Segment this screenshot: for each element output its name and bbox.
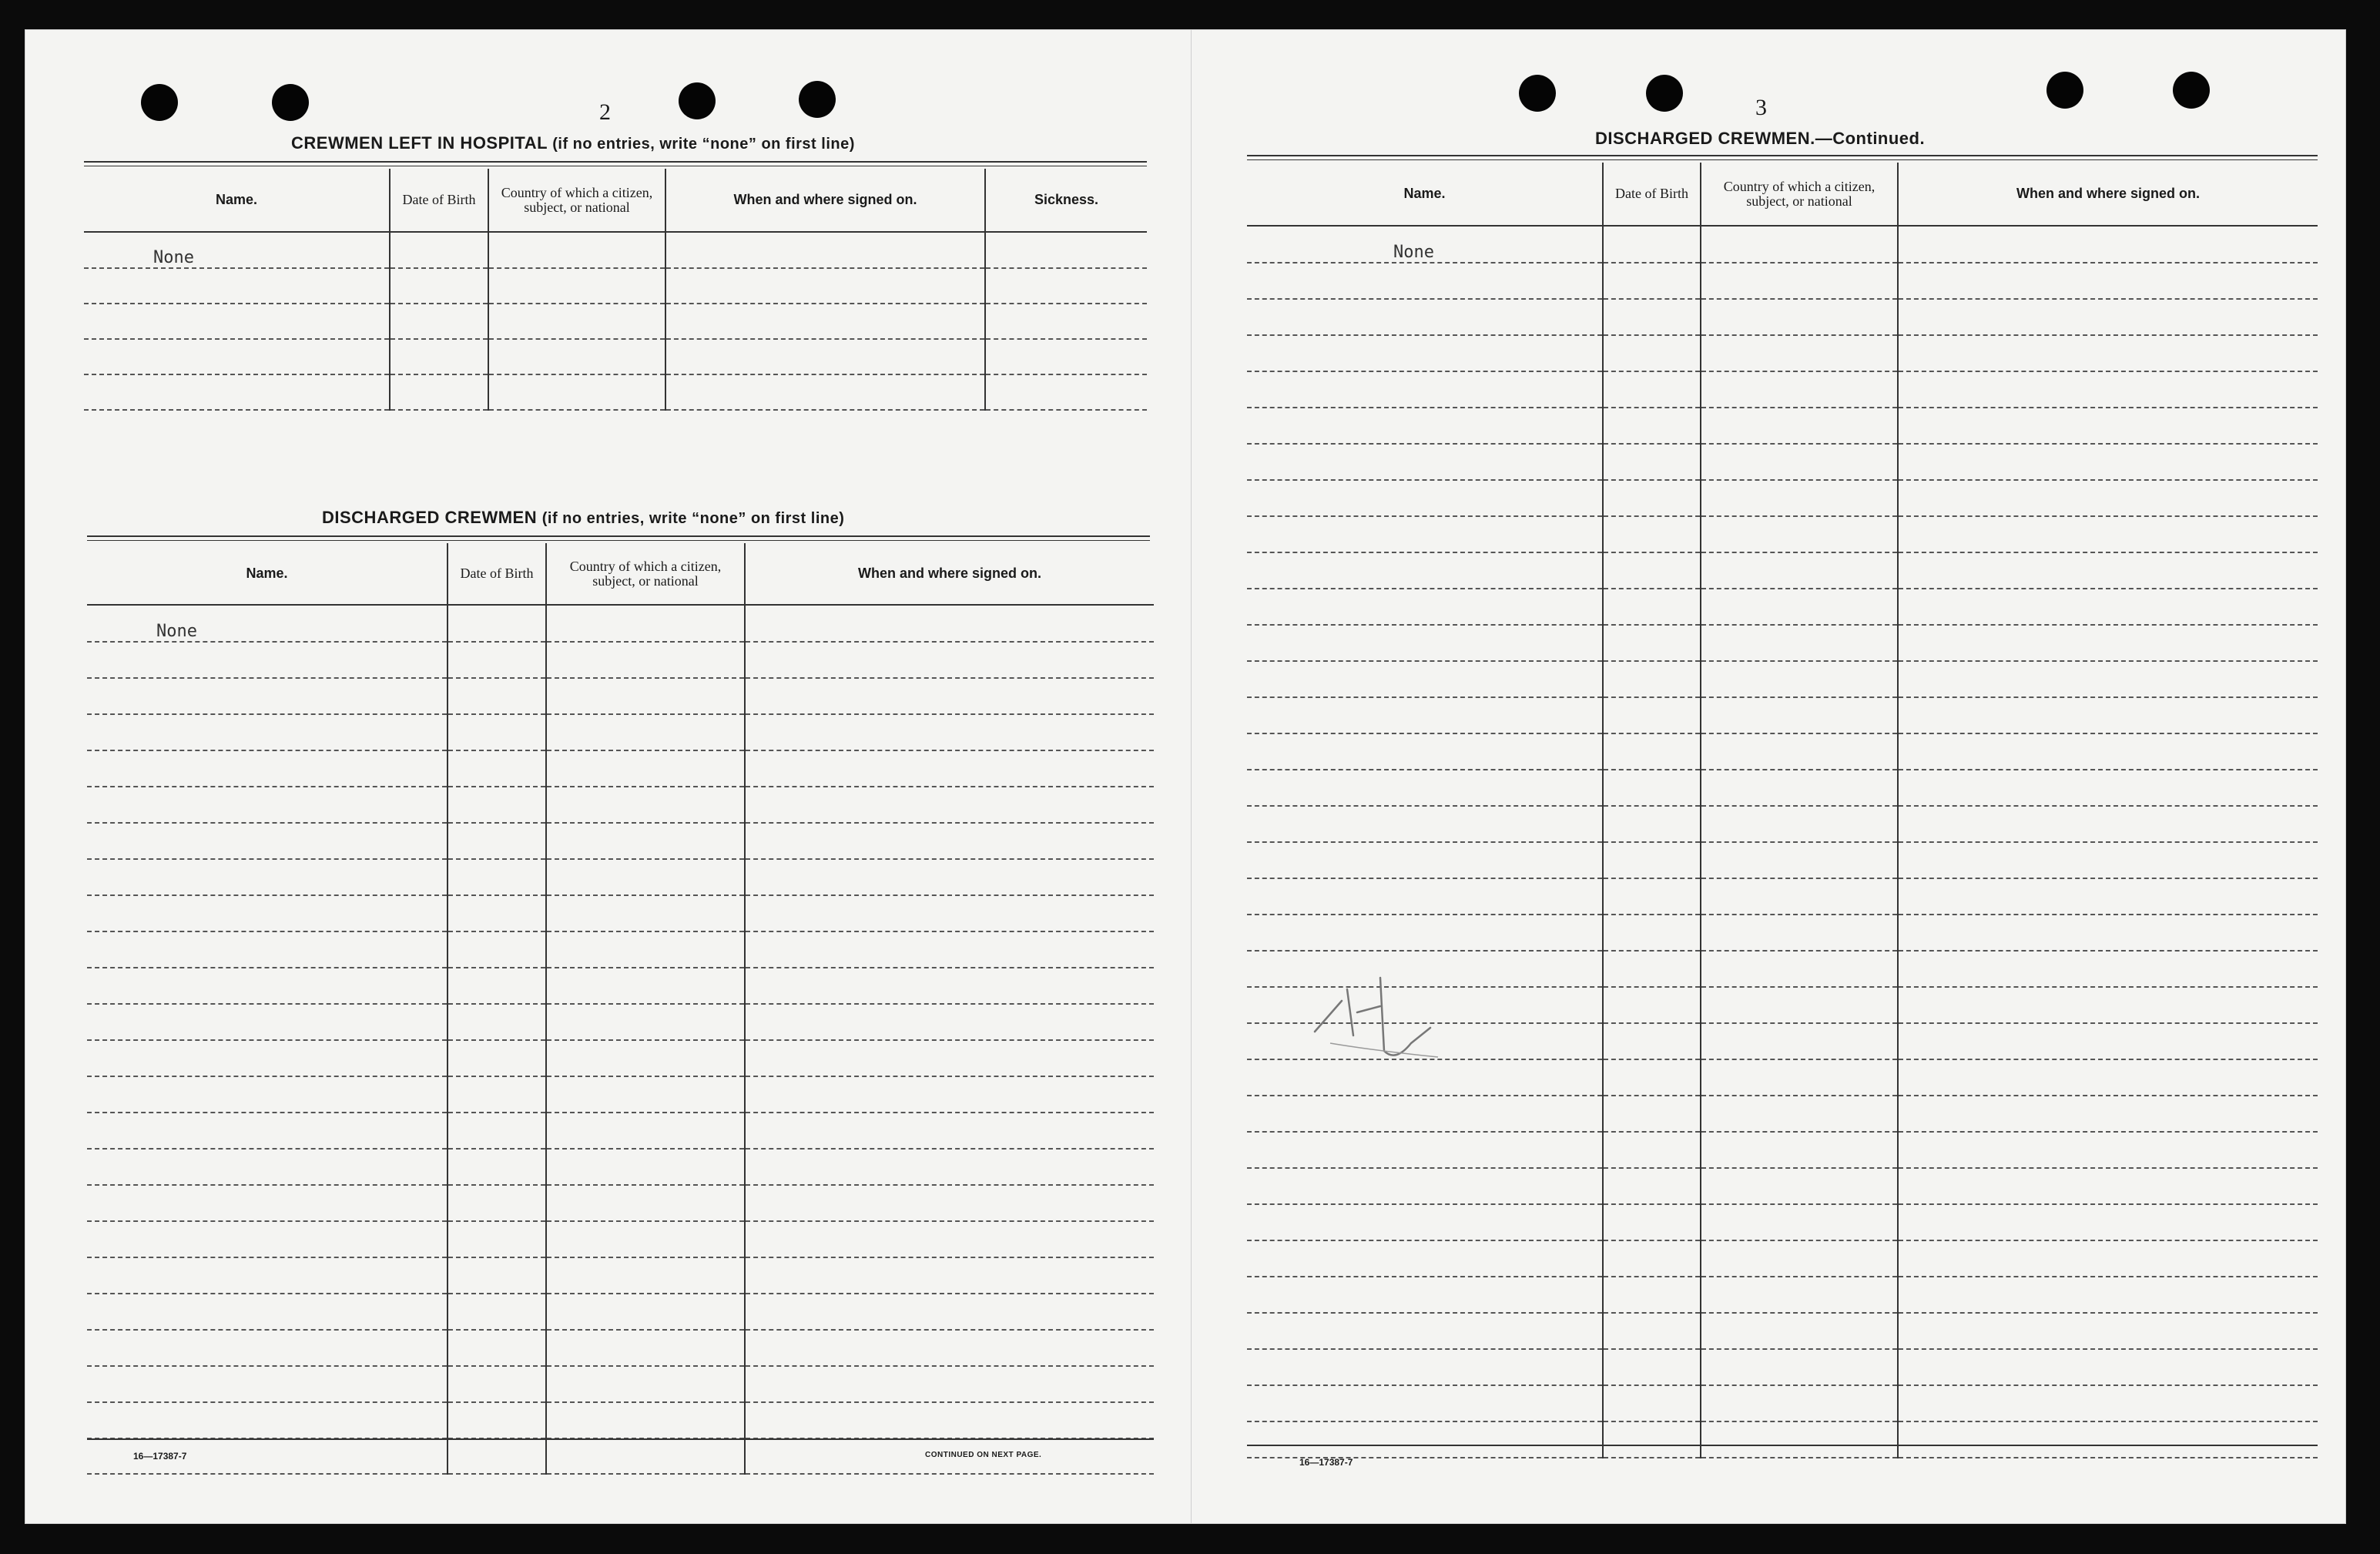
table-row (87, 1294, 1154, 1330)
table-row (87, 895, 1154, 931)
hospital-table (84, 169, 1147, 411)
table-row (1247, 1240, 2318, 1277)
table-row (1247, 552, 2318, 589)
table-row (1247, 263, 2318, 299)
left-page (25, 29, 1211, 1524)
table-row (1247, 1168, 2318, 1204)
table-row (87, 1185, 1154, 1221)
table-row (1247, 1349, 2318, 1385)
form-code: 16—17387-7 (1299, 1457, 1353, 1468)
table-row (87, 1221, 1154, 1257)
table-row (1247, 1421, 2318, 1458)
table-row (1247, 697, 2318, 733)
table-row (1247, 1313, 2318, 1349)
table-row (1247, 1096, 2318, 1132)
table-row (1247, 806, 2318, 842)
continued-note: CONTINUED ON NEXT PAGE. (925, 1451, 1042, 1459)
col-header-signed-on: When and where signed on. (745, 543, 1154, 605)
table-row (84, 304, 1147, 339)
col-header-date-of-birth: Date of Birth (390, 169, 488, 232)
table-row (84, 232, 1147, 268)
bottom-rule (1247, 1445, 2318, 1446)
table-row (84, 339, 1147, 374)
discharged-title-text: DISCHARGED CREWMEN (322, 508, 538, 527)
entry-name: None (84, 232, 390, 268)
binder-hole (799, 81, 836, 118)
discharged-top-rule (87, 535, 1150, 537)
col-header-country: Country of which a citizen, subject, or national (488, 169, 665, 232)
binder-hole (679, 82, 716, 119)
col-header-date-of-birth: Date of Birth (1603, 163, 1701, 226)
binder-hole (141, 84, 178, 121)
table-row (87, 714, 1154, 750)
discharged-bottom-rule (87, 1438, 1154, 1440)
binder-hole (272, 84, 309, 121)
table-row (87, 859, 1154, 895)
table-row (87, 1257, 1154, 1294)
right-page (1191, 29, 2346, 1524)
table-row (1247, 733, 2318, 770)
table-row (87, 1402, 1154, 1438)
hospital-title-note: (if no entries, write “none” on first line) (552, 136, 855, 153)
discharged-table (87, 543, 1154, 1475)
table-row (1247, 915, 2318, 951)
hospital-title-text: CREWMEN LEFT IN HOSPITAL (291, 133, 548, 153)
binder-hole (2173, 72, 2210, 109)
table-row (1247, 878, 2318, 915)
table-row (87, 968, 1154, 1004)
table-row (1247, 1204, 2318, 1240)
col-header-country: Country of which a citizen, subject, or national (1701, 163, 1898, 226)
table-row (84, 374, 1147, 410)
table-row (87, 931, 1154, 968)
table-row (1247, 1385, 2318, 1421)
table-row (1247, 625, 2318, 661)
entry-name: None (1247, 226, 1603, 263)
col-header-name: Name. (1247, 163, 1603, 226)
table-row (87, 605, 1154, 642)
discharged-title-note: (if no entries, write “none” on first line) (541, 510, 845, 527)
table-row (87, 787, 1154, 823)
col-header-country: Country of which a citizen, subject, or national (546, 543, 745, 605)
table-row (1247, 842, 2318, 878)
table-row (1247, 516, 2318, 552)
table-row (1247, 299, 2318, 335)
table-row (87, 1330, 1154, 1366)
table-row (87, 1076, 1154, 1113)
handwritten-initials (1299, 958, 1453, 1074)
page-number: 2 (599, 99, 611, 125)
table-row (1247, 444, 2318, 480)
col-header-name: Name. (87, 543, 448, 605)
discharged-section-title (322, 508, 844, 528)
form-code: 16—17387-7 (133, 1451, 187, 1462)
col-header-date-of-birth: Date of Birth (448, 543, 546, 605)
discharged-continued-table (1247, 163, 2318, 1458)
table-row (84, 268, 1147, 304)
col-header-signed-on: When and where signed on. (665, 169, 985, 232)
binder-hole (1646, 75, 1683, 112)
table-row (1247, 226, 2318, 263)
discharged-top-rule-2 (87, 540, 1150, 541)
table-row (87, 1366, 1154, 1402)
table-row (87, 1149, 1154, 1185)
col-header-name: Name. (84, 169, 390, 232)
entry-name: None (87, 605, 448, 642)
table-row (1247, 589, 2318, 625)
table-row (1247, 1132, 2318, 1168)
table-row (87, 1113, 1154, 1149)
discharged-continued-title: DISCHARGED CREWMEN.—Continued. (1595, 129, 1926, 148)
table-row (87, 750, 1154, 787)
binder-hole (2046, 72, 2083, 109)
table-row (1247, 335, 2318, 371)
table-row (1247, 1277, 2318, 1313)
table-row (87, 642, 1154, 678)
table-row (1247, 480, 2318, 516)
hospital-section-title (291, 133, 855, 153)
table-row (1247, 408, 2318, 444)
binder-hole (1519, 75, 1556, 112)
page-number: 3 (1755, 95, 1767, 120)
table-row (1247, 661, 2318, 697)
table-row (1247, 770, 2318, 806)
table-row (87, 823, 1154, 859)
table-row (1247, 371, 2318, 408)
table-row (87, 678, 1154, 714)
col-header-sickness: Sickness. (985, 169, 1147, 232)
top-rule (1247, 155, 2318, 156)
table-row (87, 1004, 1154, 1040)
col-header-signed-on: When and where signed on. (1898, 163, 2318, 226)
hospital-top-rule (84, 161, 1147, 163)
top-rule-2 (1247, 159, 2318, 160)
table-row (87, 1040, 1154, 1076)
